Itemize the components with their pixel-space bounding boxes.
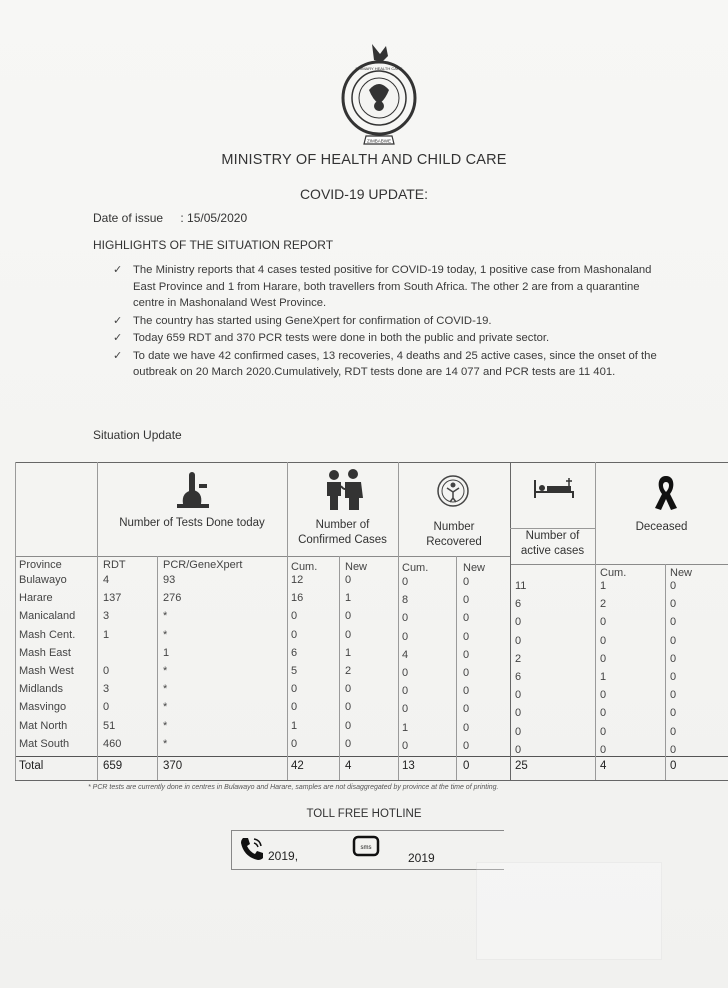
hotline-box [231,830,504,870]
confirmed-cum-cell: 5 [291,665,298,677]
confirmed-cum-cell: 0 [291,701,298,714]
issue-label: Date of issue [93,211,164,225]
checkmark-icon: ✓ [113,314,123,327]
deceased-new-cell: 0 [670,652,677,665]
sms-icon [352,835,380,859]
confirmed-cum-cell: 0 [291,737,298,750]
province-cell: Mat South [19,737,70,750]
phone-icon [238,835,264,861]
recovered-new-cell: 0 [463,630,470,643]
recovered-cum-cell: 0 [402,667,409,679]
confirmed-cum-header: Cum. [291,561,318,573]
rdt-col-header: RDT [103,559,126,571]
recovered-cum-cell: 0 [402,703,409,716]
recovered-new-cell: 0 [463,594,470,607]
rdt-cell: 0 [103,665,110,677]
recovered-cum-header: Cum. [402,562,429,574]
recovered-new-cell: 0 [463,685,470,698]
hotline-label: TOLL FREE HOTLINE [306,808,422,820]
deceased-cum-cell: 0 [600,743,607,756]
pcr-cell: 370 [163,760,183,772]
active-cell: 0 [515,707,522,720]
deceased-cum-header: Cum. [600,567,627,579]
recovered-cum-cell: 1 [402,721,409,734]
confirmed-new-cell: 0 [345,610,352,623]
recovered-cum-cell: 4 [402,648,409,661]
province-cell: Mash West [19,665,74,677]
deceased-new-header: New [670,567,693,579]
test-tube-icon [173,470,213,512]
pcr-cell: * [163,628,168,641]
recovered-new-cell: 0 [463,721,470,734]
highlight-text: The country has started using GeneXpert for confirmation of COVID-19. [133,314,492,327]
confirmed-new-cell: 0 [345,574,352,586]
highlights-list [113,262,673,382]
active-cell: 0 [515,634,522,647]
confirmed-cum-cell: 0 [291,683,298,696]
list-item [113,348,673,381]
deceased-new-cell: 0 [670,671,677,683]
province-cell: Mash East [19,646,71,659]
pcr-cell: * [163,737,168,750]
confirmed-new-cell: 2 [345,665,352,677]
recovered-new-cell: 0 [463,667,470,679]
list-item [113,313,673,330]
rdt-cell: 3 [103,683,110,696]
confirmed-new-cell: 1 [345,646,352,659]
confirmed-new-cell: 0 [345,737,352,750]
phone-number: 2019, [268,849,299,863]
recovered-new-cell: 0 [463,648,470,661]
province-cell: Mash Cent. [19,628,76,641]
province-cell: Harare [19,592,53,605]
confirmed-cum-cell: 1 [291,719,298,732]
pcr-cell: * [163,701,168,714]
checkmark-icon: ✓ [113,332,123,344]
confirmed-cum-cell: 16 [291,592,304,605]
svg-text:PRIMARY HEALTH CARE: PRIMARY HEALTH CARE [355,66,403,71]
active-cell: 6 [515,671,522,683]
deceased-cum-cell: 2 [600,598,607,611]
deceased-cum-cell: 1 [600,580,607,592]
ministry-title: MINISTRY OF HEALTH AND CHILD CARE [221,152,507,168]
pcr-cell: * [163,610,168,623]
active-cell: 2 [515,652,522,665]
ministry-emblem-icon [336,40,422,152]
recovered-cum-cell: 8 [402,594,409,607]
pcr-cell: * [163,719,168,732]
confirmed-new-cell: 0 [345,628,352,641]
confirmed-header: Number of Confirmed Cases [298,519,387,546]
confirmed-cum-cell: 6 [291,646,298,659]
deceased-new-cell: 0 [670,616,677,629]
rdt-cell: 51 [103,719,116,732]
deceased-new-cell: 0 [670,707,677,720]
highlight-text: To date we have 42 confirmed cases, 13 recoveries, 4 deaths and 25 active cases, since the onset of the outbreak on 20 March 2020.Cumulatively, RDT tests done are 14 077 and PCR tests are 11 401. [133,349,657,378]
confirmed-new-header: New [345,561,368,573]
confirmed-cum-cell: 0 [291,610,298,623]
active-cell: 11 [515,580,527,592]
deceased-header: Deceased [635,521,688,533]
deceased-cum-cell: 0 [600,616,607,629]
confirmed-cum-cell: 42 [291,760,304,772]
pcr-col-header: PCR/GeneXpert [163,559,243,571]
deceased-new-cell: 0 [670,743,677,756]
list-item [113,330,673,347]
recovered-cum-cell: 0 [402,576,409,588]
province-cell: Masvingo [19,701,67,714]
rdt-cell: 1 [103,628,110,641]
confirmed-new-cell: 0 [345,683,352,696]
recovered-new-cell: 0 [463,739,470,752]
doctor-patient-icon [321,468,367,512]
issue-date: : 15/05/2020 [180,211,248,225]
deceased-cum-cell: 0 [600,725,607,738]
emblem-banner: ZIMBABWE [366,138,392,144]
rdt-cell: 137 [103,592,122,605]
svg-text:sms: sms [360,845,372,851]
deceased-new-cell: 0 [670,725,677,738]
recovered-cum-cell: 0 [402,612,409,625]
recovered-cum-cell: 0 [402,739,409,752]
confirmed-cum-cell: 12 [291,574,304,586]
rdt-cell: 3 [103,610,110,623]
sms-number: 2019 [408,851,435,865]
active-cell: 0 [515,743,522,756]
rdt-cell: 4 [103,574,110,586]
active-cell: 25 [515,760,528,772]
tests-header: Number of Tests Done today [119,517,265,529]
deceased-cum-cell: 0 [600,707,607,720]
rdt-cell: 659 [103,760,123,772]
active-header: Number of active cases [510,528,595,559]
recovered-new-header: New [463,562,486,574]
confirmed-new-cell: 0 [345,719,352,732]
recovered-header: Number Recovered [426,521,482,548]
active-cell: 6 [515,598,522,611]
recovered-cum-cell: 13 [402,760,415,772]
confirmed-cum-cell: 0 [291,628,298,641]
confirmed-new-cell: 0 [345,701,352,714]
highlights-heading: HIGHLIGHTS OF THE SITUATION REPORT [93,238,334,252]
recovered-person-icon [436,474,470,508]
update-title: COVID-19 UPDATE: [299,186,429,202]
active-cell: 0 [515,725,522,738]
deceased-cum-cell: 1 [600,671,607,683]
province-cell: Total [19,760,44,772]
ribbon-icon [651,472,681,512]
province-cell: Manicaland [19,610,76,623]
province-cell: Bulawayo [19,574,67,586]
checkmark-icon: ✓ [113,349,123,362]
recovered-new-cell: 0 [463,576,470,588]
confirmed-new-cell: 4 [345,760,352,772]
recovered-cum-cell: 0 [402,630,409,643]
recovered-new-cell: 0 [463,760,470,772]
highlight-text: The Ministry reports that 4 cases tested positive for COVID-19 today, 1 positive case from Mashonaland East Province and 1 from Harare, both travellers from South Africa. The other 2 are from a quarantine centre in Mashonaland West Province. [133,264,652,309]
deceased-new-cell: 0 [670,689,677,702]
deceased-new-cell: 0 [670,760,677,772]
pcr-cell: 93 [163,574,176,586]
recovered-new-cell: 0 [463,703,470,716]
rdt-cell: 460 [103,737,122,750]
situation-table [15,462,728,780]
deceased-cum-cell: 4 [600,760,607,772]
confirmed-new-cell: 1 [345,592,352,605]
list-item [113,262,673,312]
checkmark-icon: ✓ [113,264,123,276]
active-cell: 0 [515,616,522,629]
province-cell: Mat North [19,719,68,732]
highlight-text: Today 659 RDT and 370 PCR tests were done in both the public and private sector. [133,332,550,344]
situation-heading: Situation Update [93,428,182,442]
deceased-cum-cell: 0 [600,634,607,647]
pcr-cell: 276 [163,592,182,605]
recovered-cum-cell: 0 [402,685,409,698]
hospital-bed-icon [533,476,577,502]
deceased-cum-cell: 0 [600,652,607,665]
footnote: * PCR tests are currently done in centres in Bulawayo and Harare, samples are not disaggregated by province at the time of printing. [88,784,499,791]
date-of-issue [93,211,247,225]
deceased-new-cell: 0 [670,580,677,592]
recovered-new-cell: 0 [463,612,470,625]
pcr-cell: * [163,683,168,696]
province-cell: Midlands [19,683,64,696]
active-cell: 0 [515,689,522,702]
pcr-cell: 1 [163,646,170,659]
faded-stamp [476,862,662,960]
province-col-header: Province [19,559,62,571]
deceased-new-cell: 0 [670,634,677,647]
rdt-cell: 0 [103,701,110,714]
deceased-cum-cell: 0 [600,689,607,702]
pcr-cell: * [163,665,168,677]
deceased-new-cell: 0 [670,598,677,611]
